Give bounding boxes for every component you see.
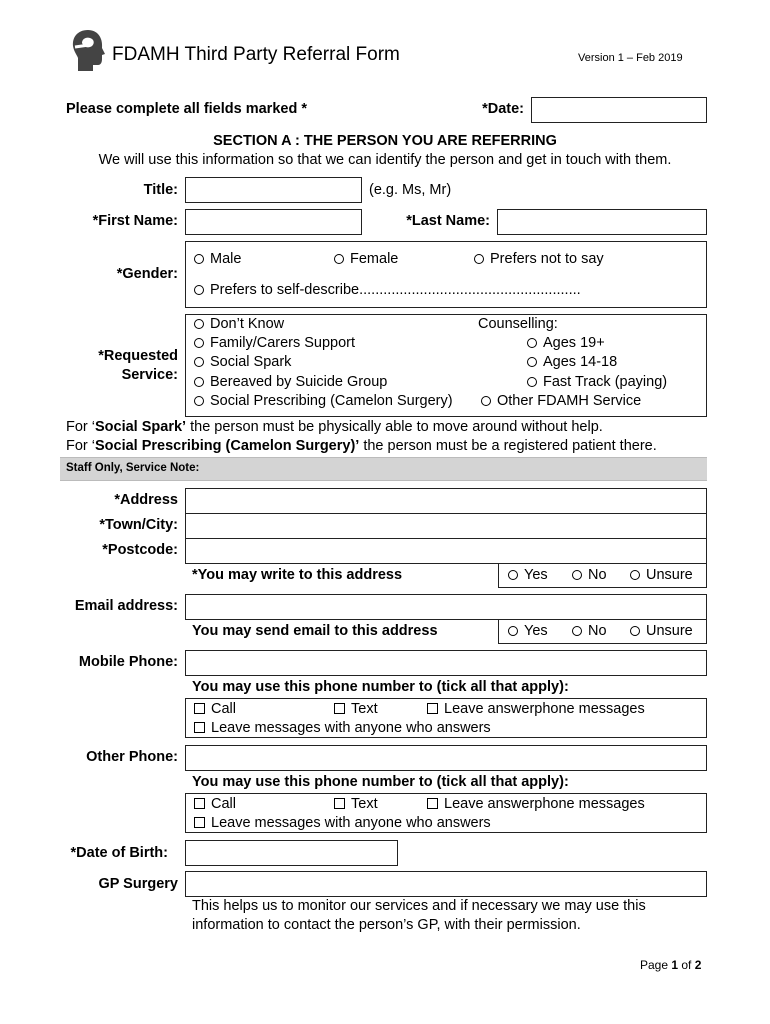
radio-icon <box>527 377 537 387</box>
service-option-social-spark[interactable] <box>194 354 291 370</box>
option-label: No <box>588 567 607 583</box>
option-label: Fast Track (paying) <box>543 374 668 390</box>
option-label: Other FDAMH Service <box>497 393 642 409</box>
checkbox-icon <box>194 703 205 714</box>
gender-option-prefers-not[interactable] <box>474 251 604 267</box>
option-label: Social Spark <box>210 354 292 370</box>
radio-icon <box>194 338 204 348</box>
email-permission-label: You may send email to this address <box>192 623 438 639</box>
title-field[interactable] <box>185 177 362 203</box>
title-label: Title: <box>143 182 178 198</box>
checkbox-icon <box>194 798 205 809</box>
logo <box>68 27 108 75</box>
option-label: Leave messages with anyone who answers <box>211 815 491 831</box>
counselling-option-19plus[interactable] <box>527 335 605 351</box>
gp-surgery-label: GP Surgery <box>98 876 178 892</box>
radio-icon <box>572 570 582 580</box>
note-prefix: For ‘ <box>66 438 95 454</box>
radio-icon <box>334 254 344 264</box>
section-a-subheading: We will use this information so that we can identify the person and get in touch with them. <box>98 152 672 168</box>
postcode-label: *Postcode: <box>102 542 178 558</box>
option-label: Call <box>211 701 236 717</box>
write-unsure[interactable] <box>630 567 693 583</box>
last-name-field[interactable] <box>497 209 707 235</box>
option-label: Unsure <box>646 567 693 583</box>
checkbox-icon <box>427 798 438 809</box>
requested-service-label: *Requested <box>98 348 178 364</box>
write-yes[interactable] <box>508 567 548 583</box>
page-number <box>640 958 701 972</box>
gp-note-line-1: This helps us to monitor our services and if necessary we may use this <box>192 898 646 914</box>
radio-icon <box>194 377 204 387</box>
other-text-checkbox[interactable] <box>334 796 378 812</box>
section-a-heading: SECTION A : THE PERSON YOU ARE REFERRING <box>213 133 557 149</box>
dob-label: *Date of Birth: <box>70 845 168 861</box>
option-label: Text <box>351 701 378 717</box>
head-silhouette-icon <box>68 27 108 75</box>
option-label: Unsure <box>646 623 693 639</box>
option-label: Yes <box>524 623 548 639</box>
radio-icon <box>508 570 518 580</box>
note-prefix: For ‘ <box>66 419 95 435</box>
date-field[interactable] <box>531 97 707 123</box>
email-no[interactable] <box>572 623 607 639</box>
option-label: Female <box>350 251 399 267</box>
option-label: Leave messages with anyone who answers <box>211 720 491 736</box>
mobile-phone-field[interactable] <box>185 650 707 676</box>
radio-icon <box>508 626 518 636</box>
service-option-dont-know[interactable] <box>194 316 284 332</box>
option-label: Ages 19+ <box>543 335 605 351</box>
mobile-answerphone-checkbox[interactable] <box>427 701 645 717</box>
service-option-family-carers[interactable] <box>194 335 355 351</box>
mobile-permission-label: You may use this phone number to (tick all that apply): <box>192 679 569 695</box>
page-of: of <box>678 958 695 972</box>
town-label: *Town/City: <box>99 517 178 533</box>
option-label: Call <box>211 796 236 812</box>
service-option-other[interactable] <box>481 393 641 409</box>
gender-label: *Gender: <box>116 266 178 282</box>
option-label: Text <box>351 796 378 812</box>
page-current: 1 <box>671 958 679 972</box>
option-label: Prefers to self-describe....................................................... <box>210 282 581 298</box>
other-permission-label: You may use this phone number to (tick all that apply): <box>192 774 569 790</box>
mobile-phone-label: Mobile Phone: <box>78 654 178 670</box>
option-label: Leave answerphone messages <box>444 796 645 812</box>
mobile-text-checkbox[interactable] <box>334 701 378 717</box>
checkbox-icon <box>334 703 345 714</box>
social-prescribing-note <box>66 438 657 454</box>
note-bold: Social Prescribing (Camelon Surgery)’ <box>95 438 360 454</box>
note-rest: the person must be a registered patient there. <box>359 438 657 454</box>
mobile-call-checkbox[interactable] <box>194 701 236 717</box>
other-phone-label: Other Phone: <box>86 749 178 765</box>
gp-note-line-2: information to contact the person’s GP, with their permission. <box>192 917 581 933</box>
gender-option-female[interactable] <box>334 251 398 267</box>
note-bold: Social Spark’ <box>95 419 187 435</box>
option-label: Prefers not to say <box>490 251 604 267</box>
email-field[interactable] <box>185 594 707 620</box>
checkbox-icon <box>334 798 345 809</box>
checkbox-icon <box>427 703 438 714</box>
email-unsure[interactable] <box>630 623 693 639</box>
radio-icon <box>194 254 204 264</box>
radio-icon <box>630 570 640 580</box>
radio-icon <box>630 626 640 636</box>
last-name-label: *Last Name: <box>406 213 490 229</box>
town-field[interactable] <box>185 513 707 539</box>
form-title: FDAMH Third Party Referral Form <box>112 44 400 65</box>
required-instruction: Please complete all fields marked * <box>66 101 307 117</box>
title-hint: (e.g. Ms, Mr) <box>369 182 452 198</box>
dob-field[interactable] <box>185 840 398 866</box>
radio-icon <box>194 396 204 406</box>
first-name-label: *First Name: <box>92 213 178 229</box>
service-option-social-prescribing[interactable] <box>194 393 453 409</box>
checkbox-icon <box>194 722 205 733</box>
page-total: 2 <box>694 958 702 972</box>
page-prefix: Page <box>640 958 672 972</box>
radio-icon <box>572 626 582 636</box>
checkbox-icon <box>194 817 205 828</box>
gp-surgery-field[interactable] <box>185 871 707 897</box>
other-phone-field[interactable] <box>185 745 707 771</box>
option-label: Social Prescribing (Camelon Surgery) <box>210 393 453 409</box>
email-label: Email address: <box>74 598 178 614</box>
option-label: Family/Carers Support <box>210 335 356 351</box>
email-yes[interactable] <box>508 623 548 639</box>
postcode-field[interactable] <box>185 538 707 564</box>
write-no[interactable] <box>572 567 607 583</box>
radio-icon <box>194 285 204 295</box>
counselling-label: Counselling: <box>478 316 558 332</box>
option-label: No <box>588 623 607 639</box>
date-label: *Date: <box>482 101 524 117</box>
note-rest: the person must be physically able to move around without help. <box>186 419 603 435</box>
radio-icon <box>194 319 204 329</box>
radio-icon <box>481 396 491 406</box>
social-spark-note <box>66 419 603 435</box>
radio-icon <box>474 254 484 264</box>
other-anyone-checkbox[interactable] <box>194 815 491 831</box>
radio-icon <box>194 357 204 367</box>
staff-only-bar[interactable] <box>60 457 707 481</box>
other-call-checkbox[interactable] <box>194 796 236 812</box>
option-label: Yes <box>524 567 548 583</box>
gender-option-self-describe[interactable] <box>194 282 581 298</box>
requested-service-label-2: Service: <box>121 367 178 383</box>
option-label: Male <box>210 251 242 267</box>
gender-option-male[interactable] <box>194 251 241 267</box>
option-label: Don’t Know <box>210 316 285 332</box>
counselling-option-14-18[interactable] <box>527 354 617 370</box>
service-option-bereaved[interactable] <box>194 374 387 390</box>
option-label: Leave answerphone messages <box>444 701 645 717</box>
option-label: Ages 14-18 <box>543 354 618 370</box>
counselling-option-fast-track[interactable] <box>527 374 667 390</box>
mobile-anyone-checkbox[interactable] <box>194 720 491 736</box>
radio-icon <box>527 338 537 348</box>
address-label: *Address <box>114 492 178 508</box>
address-field[interactable] <box>185 488 707 514</box>
write-address-label: *You may write to this address <box>192 567 403 583</box>
first-name-field[interactable] <box>185 209 362 235</box>
version-label: Version 1 – Feb 2019 <box>578 52 683 64</box>
staff-only-label: Staff Only, Service Note: <box>66 462 200 474</box>
other-answerphone-checkbox[interactable] <box>427 796 645 812</box>
radio-icon <box>527 357 537 367</box>
option-label: Bereaved by Suicide Group <box>210 374 388 390</box>
